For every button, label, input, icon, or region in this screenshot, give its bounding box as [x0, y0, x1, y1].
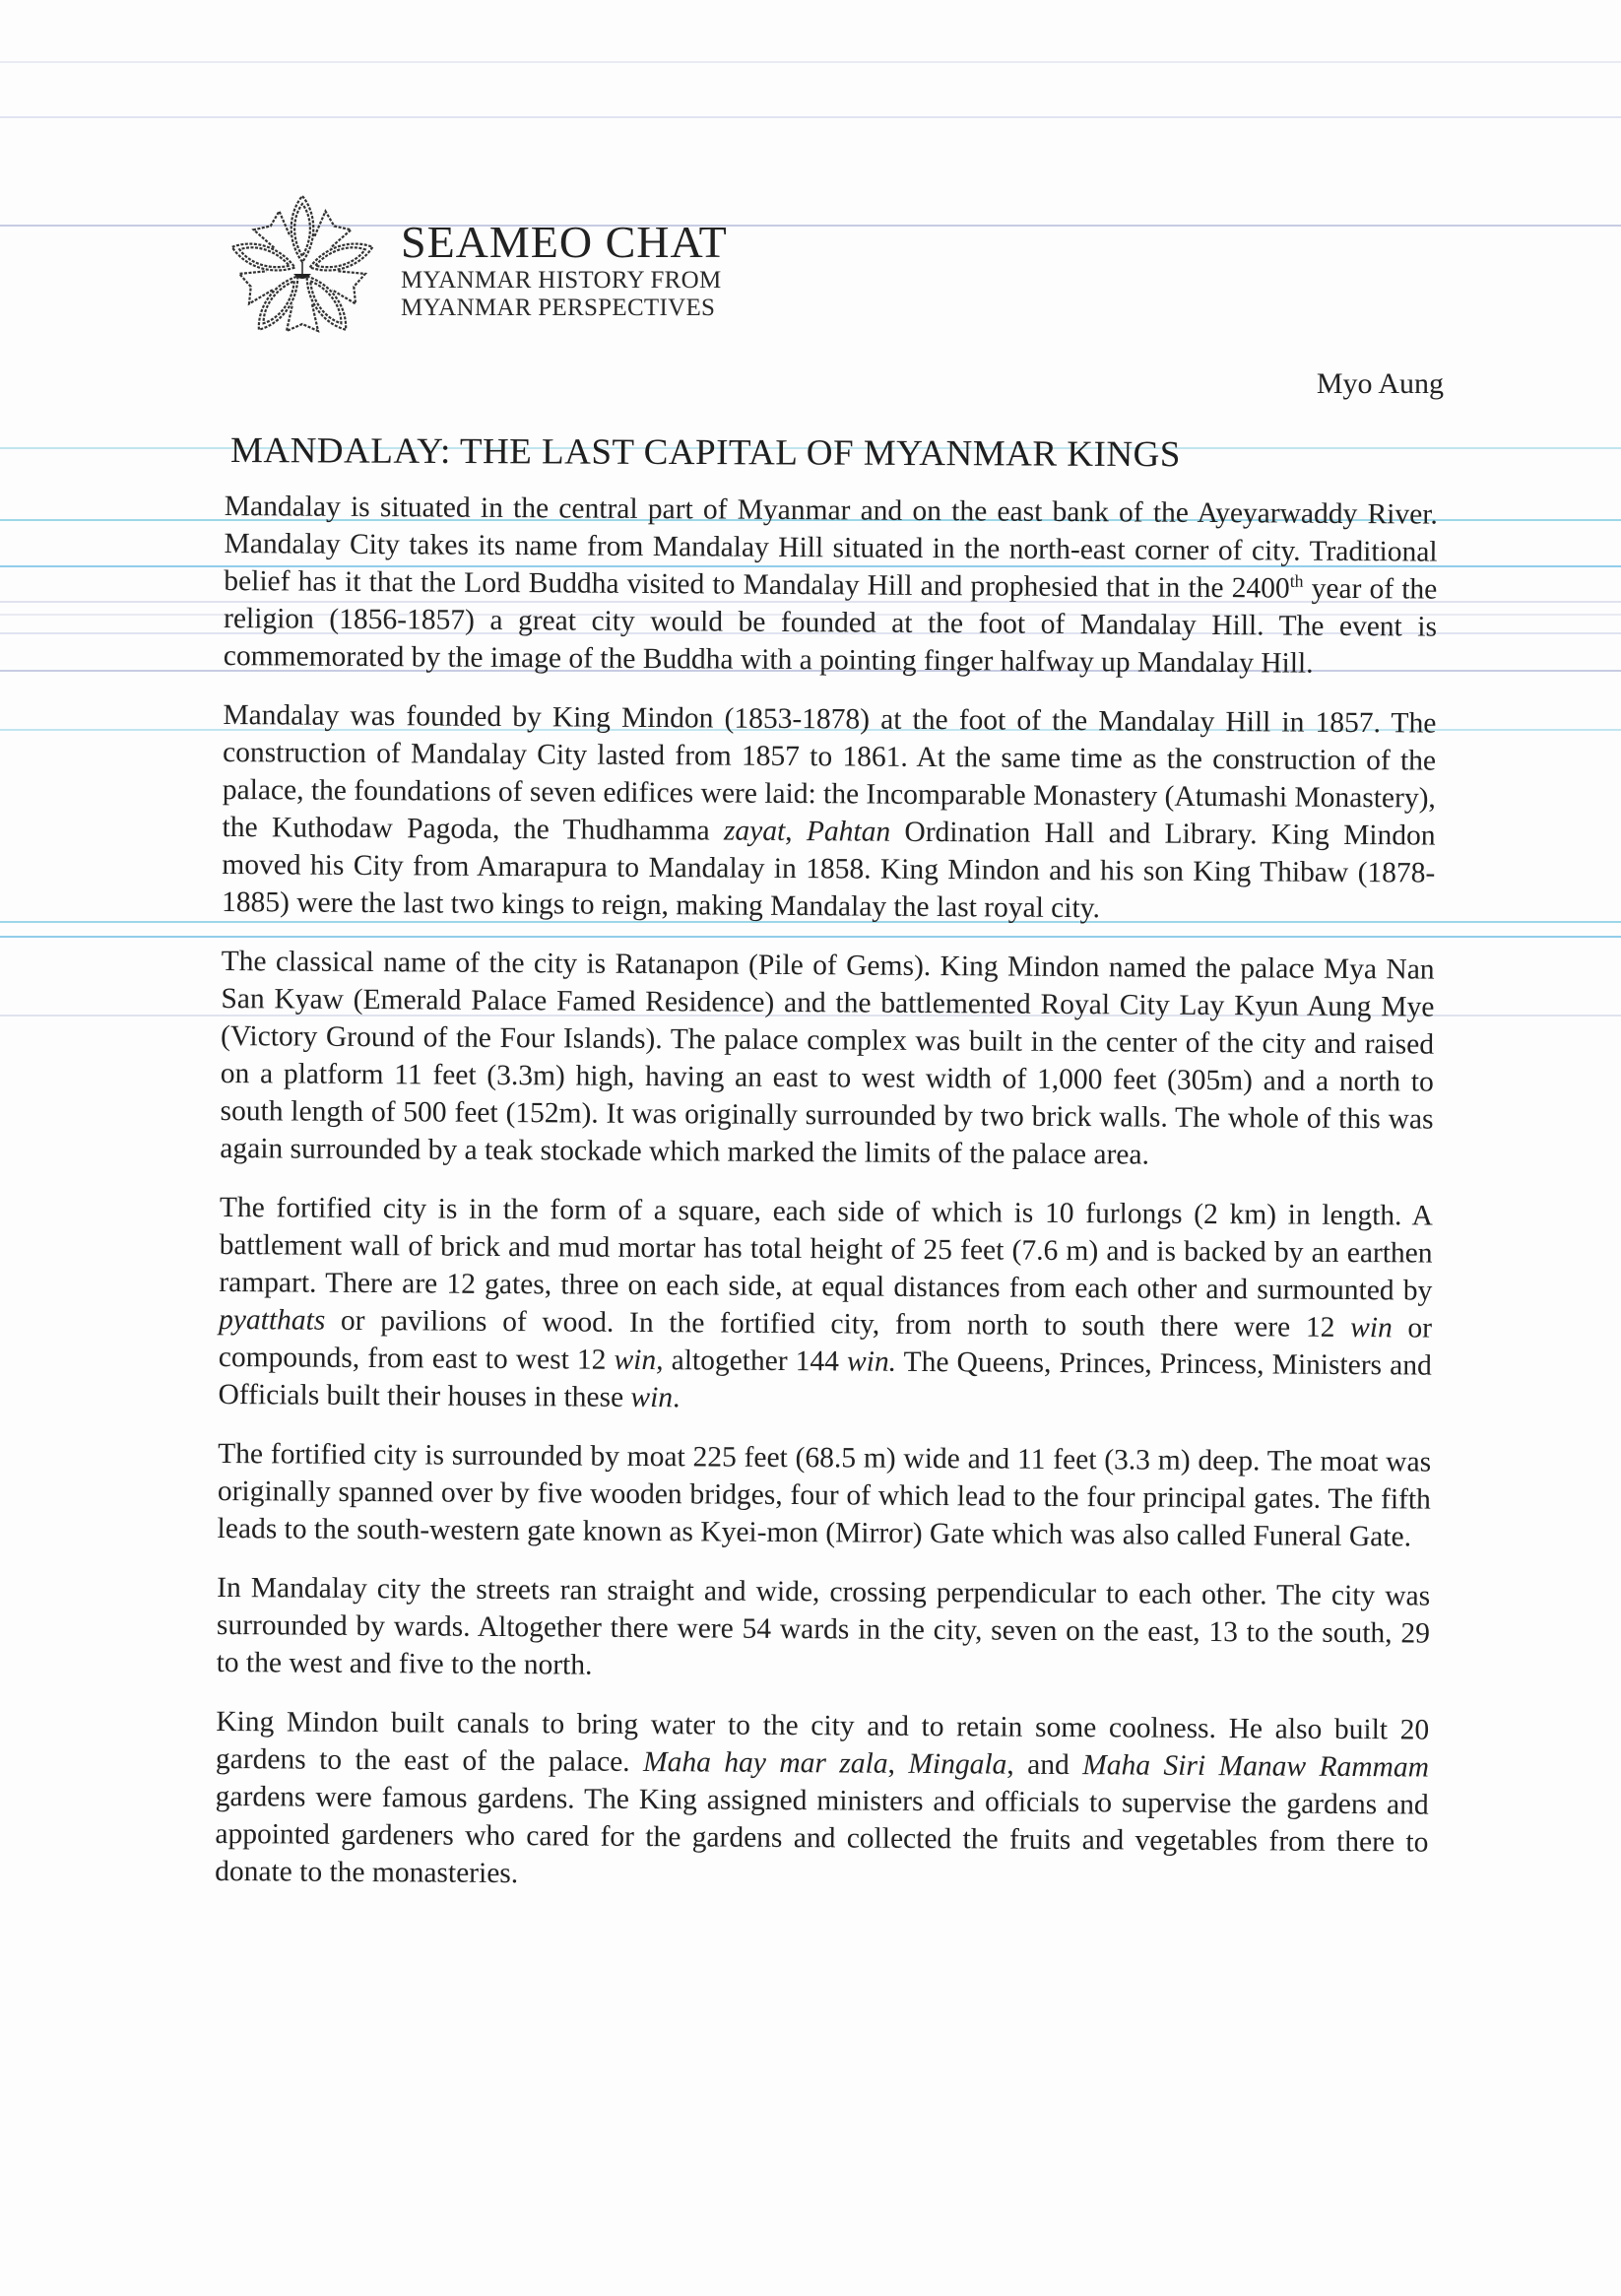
brand-title: SEAMEO CHAT — [401, 217, 728, 267]
text-run: The classical name of the city is Ratanapon (Pile of Gems). King Mindon named the palace Mya Nan San Kyaw (Emerald Palace Famed Residence) and the battlemented Royal City Lay Kyun Aung Mye (Victory Ground of the Four Islands). The palace complex was built in the center of the city and raised on a platform 11 feet (3.3m) high, having an east to west width of 1,000 feet (305m) and a north to south length of 500 feet (152m). It was originally surrounded by two brick walls. The whole of this was again surrounded by a teak stockade which marked the limits of the palace area. — [220, 945, 1435, 1171]
paragraph — [222, 696, 1437, 930]
article-title: MANDALAY: THE LAST CAPITAL OF MYANMAR KINGS — [229, 430, 1181, 476]
text-run: Mandalay is situated in the central part of Myanmar and on the east bank of the Ayeyarwaddy River. Mandalay City takes its name from Mandalay Hill situated in the north-east corner of city. Traditional belief has it that the Lord Buddha visited to Mandalay Hill and prophesied that in the 2400 — [224, 490, 1438, 605]
scan-line — [0, 116, 1621, 118]
text-run: or compounds, from east to west 12 — [218, 1312, 1433, 1376]
paragraph — [217, 1569, 1431, 1690]
text-run: altogether 144 — [663, 1345, 848, 1378]
text-run: year of the religion (1856-1857) a great city would be founded at the foot of Mandalay Hill. The event is commemorated by the image of the Buddha with a pointing finger halfway up Mandalay Hill. — [223, 572, 1438, 680]
italic-term: win, — [614, 1344, 664, 1377]
italic-term: Mingala — [908, 1747, 1007, 1781]
text-run: , — [785, 815, 808, 848]
text-run: . — [673, 1382, 681, 1414]
italic-term: Pahtan — [806, 816, 891, 848]
text-run: , — [887, 1747, 909, 1780]
text-run: , and — [1006, 1748, 1083, 1782]
paragraph — [220, 943, 1435, 1176]
article-body — [215, 488, 1438, 1921]
text-run: or pavilions of wood. In the fortified city, from north to south there were 12 — [325, 1304, 1351, 1345]
text-run: gardens were famous gardens. The King assigned ministers and officials to supervise the gardens and appointed gardeners who cared for the gardens and collected the fruits and vegetables from there to donate to the monasteries. — [215, 1780, 1429, 1890]
brand-subtitle-line2: MYANMAR PERSPECTIVES — [401, 295, 716, 321]
lotus-flower-logo-icon — [228, 193, 376, 346]
text-run: The Queens, Princes, Princess, Ministers and Officials built their houses in these — [218, 1345, 1432, 1413]
author-name: Myo Aung — [1316, 367, 1444, 400]
italic-term: win. — [846, 1345, 897, 1378]
text-run: The fortified city is surrounded by moat 225 feet (68.5 m) wide and 11 feet (3.3 m) deep. The moat was originally spanned over by five wooden bridges, four of which lead to the four principal gates. The fifth leads to the south-western gate known as Kyei-mon (Mirror) Gate which was also called Funeral Gate. — [217, 1437, 1432, 1553]
italic-term: win — [1350, 1312, 1393, 1345]
paragraph — [218, 1189, 1433, 1422]
superscript-text: th — [1289, 570, 1304, 591]
paragraph — [215, 1703, 1429, 1899]
text-run: Ordination Hall and Library. King Mindon moved his City from Amarapura to Mandalay in 1858. King Mindon and his son King Thibaw (1878-1885) were the last two kings to reign, making Mandalay the last royal city. — [221, 816, 1436, 925]
publication-header — [228, 193, 918, 351]
brand-subtitle-line1: MYANMAR HISTORY FROM — [401, 267, 722, 294]
italic-term: Maha Siri Manaw Rammam — [1082, 1749, 1430, 1784]
text-run: In Mandalay city the streets ran straight and wide, crossing perpendicular to each other. The city was surrounded by wards. Altogether there were 54 wards in the city, seven on the east, 13 to the south, 29 to the west and five to the north. — [216, 1571, 1431, 1681]
paragraph — [217, 1435, 1431, 1556]
text-run: The fortified city is in the form of a square, each side of which is 10 furlongs (2 km) in length. A battlement wall of brick and mud mortar has total height of 25 feet (7.6 m) and is backed by an earthen rampart. There are 12 gates, three on each side, at equal distances from each other and surmounted by — [219, 1191, 1433, 1307]
italic-term: win — [630, 1381, 674, 1414]
scan-line — [0, 61, 1621, 63]
text-run: Mandalay was founded by King Mindon (1853-1878) at the foot of the Mandalay Hill in 1857. The construction of Mandalay City lasted from 1857 to 1861. At the same time as the construction of the palace, the foundations of seven edifices were laid: the Incomparable Monastery (Atumashi Monastery), the Kuthodaw Pagoda, the Thudhamma — [222, 698, 1437, 847]
italic-term: Maha hay mar zala — [642, 1745, 888, 1780]
text-run: King Mindon built canals to bring water to the city and to retain some coolness. He also built 20 gardens to the east of the palace. — [215, 1705, 1430, 1778]
italic-term: zayat — [723, 815, 786, 847]
brand-block — [401, 218, 728, 322]
paragraph — [224, 488, 1438, 684]
italic-term: pyatthats — [218, 1303, 326, 1337]
